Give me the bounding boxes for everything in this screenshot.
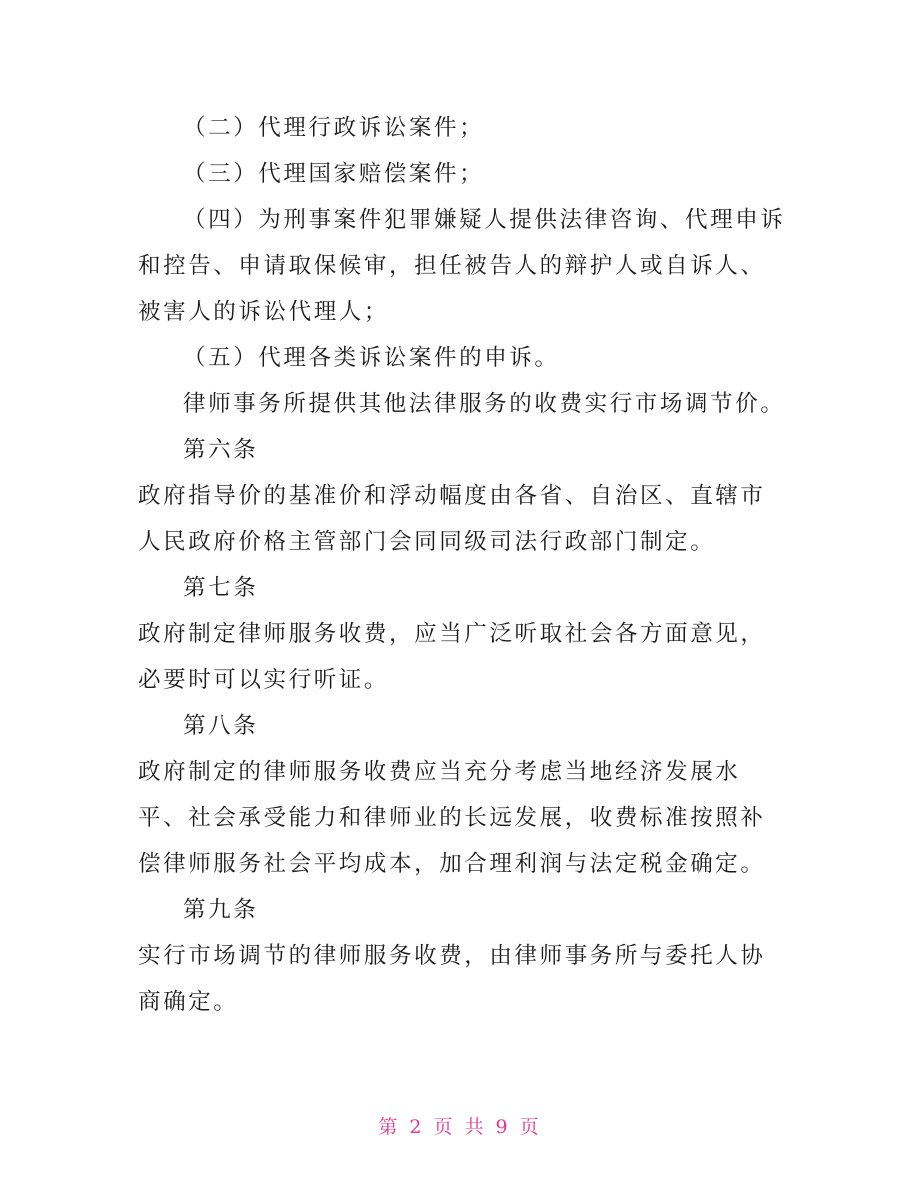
article-8-body: 政府制定的律师服务收费应当充分考虑当地经济发展水平、社会承受能力和律师业的长远发展，收费标准按照补偿律师服务社会平均成本，加合理利润与法定税金确定。 [138,759,766,877]
article-6-body: 政府指导价的基准价和浮动幅度由各省、自治区、直辖市人民政府价格主管部门会同同级司法行政部门制定。 [138,483,766,555]
list-item-5: （五）代理各类诉讼案件的申诉。 [183,345,560,371]
market-price-paragraph: 律师事务所提供其他法律服务的收费实行市场调节价。 [183,391,786,417]
list-item-2: （二）代理行政诉讼案件； [183,115,485,141]
list-item-3: （三）代理国家赔偿案件； [183,161,485,187]
article-6-heading: 第六条 [183,437,259,463]
article-8-heading: 第八条 [183,713,259,739]
page-number-footer: 第 2 页 共 9 页 [378,1116,542,1138]
article-9-heading: 第九条 [183,897,259,923]
list-item-4: （四）为刑事案件犯罪嫌疑人提供法律咨询、代理申诉和控告、申请取保候审，担任被告人的辩护人或自诉人、被害人的诉讼代理人； [138,207,786,325]
document-body [138,105,788,1025]
article-7-body: 政府制定律师服务收费，应当广泛听取社会各方面意见，必要时可以实行听证。 [138,621,766,693]
article-7-heading: 第七条 [183,575,259,601]
article-9-body: 实行市场调节的律师服务收费，由律师事务所与委托人协商确定。 [138,943,766,1015]
